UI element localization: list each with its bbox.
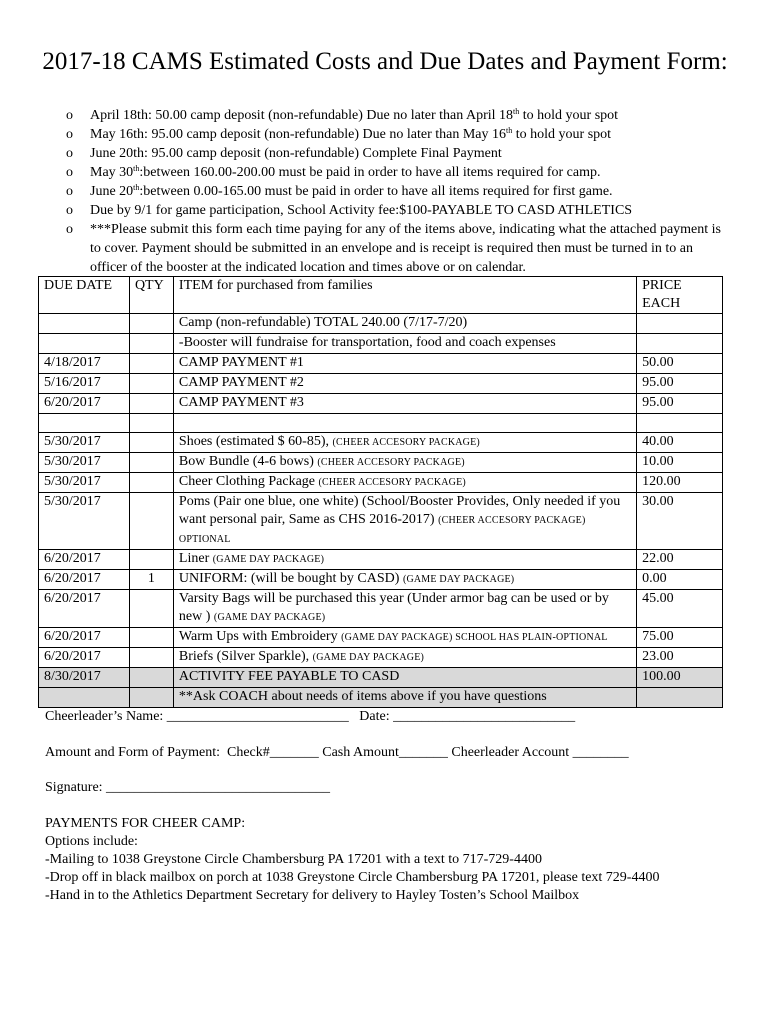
cell-item [173, 493, 636, 550]
item-text: Cheer Clothing Package [178, 474, 319, 489]
list-item: o June 20th: 95.00 camp deposit (non-refundable) Complete Final Payment [66, 146, 502, 161]
due-dates-list [66, 106, 726, 277]
signature-field[interactable]: Signature: ________________________________ [45, 780, 331, 795]
payments-intro: Options include: [45, 834, 138, 849]
item-text: Varsity Bags will be purchased this year (Under armor bag can be used or by new ) [178, 591, 609, 624]
cell-item [173, 570, 636, 590]
table-row [39, 590, 723, 628]
table-row [39, 550, 723, 570]
payment-form-field[interactable]: Amount and Form of Payment: Check#_______ Cash Amount_______ Cheerleader Account ________ [45, 745, 629, 760]
cell-qty [129, 493, 173, 550]
payment-option: -Hand in to the Athletics Department Secretary for delivery to Hayley Tosten’s School Mailbox [45, 888, 580, 903]
bullet-icon: o [66, 108, 73, 123]
cell-qty [129, 628, 173, 648]
cell-qty [129, 354, 173, 374]
cell-due-date: 5/30/2017 [39, 473, 130, 493]
cheerleader-name-field[interactable]: Cheerleader’s Name: __________________________ Date: __________________________ [45, 709, 576, 724]
cell-qty [129, 590, 173, 628]
header-item: ITEM for purchased from families [173, 277, 636, 314]
page-title: 2017-18 CAMS Estimated Costs and Due Dates and Payment Form: [42, 48, 728, 75]
cell-due-date: 6/20/2017 [39, 628, 130, 648]
cell-qty: 1 [129, 570, 173, 590]
cell-item [173, 473, 636, 493]
cell-qty [129, 414, 173, 433]
cell-qty [129, 648, 173, 668]
header-qty: QTY [129, 277, 173, 314]
cell-qty [129, 314, 173, 334]
payment-option: -Mailing to 1038 Greystone Circle Chambersburg PA 17201 with a text to 717-729-4400 [45, 852, 542, 867]
item-text: **Ask COACH about needs of items above if you have questions [178, 689, 547, 704]
cost-table [38, 276, 723, 708]
cell-item [173, 433, 636, 453]
cell-due-date [39, 688, 130, 708]
cell-item [173, 354, 636, 374]
table-row [39, 648, 723, 668]
cell-price: 95.00 [637, 394, 723, 414]
item-text: -Booster will fundraise for transportation, food and coach expenses [178, 335, 556, 350]
list-item: o May 16th: 95.00 camp deposit (non-refundable) Due no later than May 16th to hold your spot [66, 126, 612, 142]
table-row [39, 433, 723, 453]
cell-item [173, 374, 636, 394]
cell-due-date [39, 334, 130, 354]
package-note: (GAME DAY PACKAGE) [213, 612, 326, 623]
cell-item [173, 628, 636, 648]
list-item: o ***Please submit this form each time paying for any of the items above, indicating what the attached payment is to cover. Payment should be submitted in an envelope and is receipt is required then must be turned in to an officer of the booster at the indicated location and times above or on calendar. [66, 222, 721, 275]
cell-price [637, 414, 723, 433]
cell-qty [129, 394, 173, 414]
header-due-date: DUE DATE [39, 277, 130, 314]
package-note: (GAME DAY PACKAGE) [212, 554, 325, 565]
table-header-row [39, 277, 723, 314]
bullet-icon: o [66, 203, 73, 218]
package-note: (CHEER ACCESORY PACKAGE) [317, 457, 465, 468]
table-row [39, 354, 723, 374]
cell-qty [129, 374, 173, 394]
package-note: (CHEER ACCESORY PACKAGE) OPTIONAL [178, 515, 586, 545]
cell-item [173, 550, 636, 570]
item-text: UNIFORM: (will be bought by CASD) [178, 571, 403, 586]
cell-due-date [39, 414, 130, 433]
table-row [39, 394, 723, 414]
header-price: PRICE EACH [637, 277, 723, 314]
cell-due-date: 5/30/2017 [39, 493, 130, 550]
cell-due-date: 6/20/2017 [39, 648, 130, 668]
cell-item [173, 414, 636, 433]
list-item: o April 18th: 50.00 camp deposit (non-refundable) Due no later than April 18th to hold your spot [66, 107, 619, 123]
table-row [39, 414, 723, 433]
cell-item [173, 668, 636, 688]
payment-option: -Drop off in black mailbox on porch at 1038 Greystone Circle Chambersburg PA 17201, please text 729-4400 [45, 870, 660, 885]
cell-due-date: 6/20/2017 [39, 590, 130, 628]
item-text: Liner [178, 551, 213, 566]
item-text: CAMP PAYMENT #2 [178, 375, 304, 390]
cell-due-date: 6/20/2017 [39, 550, 130, 570]
bullet-icon: o [66, 127, 73, 142]
cell-price [637, 334, 723, 354]
payments-heading: PAYMENTS FOR CHEER CAMP: [45, 816, 246, 831]
table-row [39, 473, 723, 493]
bullet-icon: o [66, 222, 73, 237]
cell-item [173, 648, 636, 668]
table-row [39, 688, 723, 708]
item-text: Bow Bundle (4-6 bows) [178, 454, 318, 469]
cell-due-date [39, 314, 130, 334]
table-row [39, 493, 723, 550]
bullet-icon: o [66, 146, 73, 161]
cell-price: 50.00 [637, 354, 723, 374]
cell-item [173, 590, 636, 628]
cell-price [637, 688, 723, 708]
item-text: Camp (non-refundable) TOTAL 240.00 (7/17-7/20) [178, 315, 468, 330]
cell-price: 75.00 [637, 628, 723, 648]
cell-price: 23.00 [637, 648, 723, 668]
item-text: Poms (Pair one blue, one white) (School/Booster Provides, Only needed if you want personal pair, Same as CHS 2016-2017) [178, 494, 621, 527]
payments-section [45, 815, 659, 905]
cell-qty [129, 453, 173, 473]
cell-item [173, 688, 636, 708]
table-row [39, 334, 723, 354]
cell-item [173, 453, 636, 473]
cell-price: 100.00 [637, 668, 723, 688]
table-row [39, 453, 723, 473]
bullet-icon: o [66, 184, 73, 199]
cell-due-date: 5/30/2017 [39, 453, 130, 473]
cell-price [637, 314, 723, 334]
item-text: ACTIVITY FEE PAYABLE TO CASD [178, 669, 400, 684]
cell-due-date: 5/16/2017 [39, 374, 130, 394]
cell-qty [129, 668, 173, 688]
cell-qty [129, 550, 173, 570]
cell-price: 120.00 [637, 473, 723, 493]
item-text: CAMP PAYMENT #1 [178, 355, 304, 370]
cell-qty [129, 473, 173, 493]
item-text: Shoes (estimated $ 60-85), [178, 434, 333, 449]
item-text: Briefs (Silver Sparkle), [178, 649, 313, 664]
cell-item [173, 314, 636, 334]
list-item: o May 30th:between 160.00-200.00 must be paid in order to have all items required for camp. [66, 164, 601, 180]
cell-price: 45.00 [637, 590, 723, 628]
table-row [39, 314, 723, 334]
package-note: (CHEER ACCESORY PACKAGE) [332, 437, 480, 448]
cell-price: 0.00 [637, 570, 723, 590]
cell-due-date: 6/20/2017 [39, 394, 130, 414]
cell-item [173, 334, 636, 354]
cell-due-date: 8/30/2017 [39, 668, 130, 688]
cell-price: 30.00 [637, 493, 723, 550]
cell-price: 40.00 [637, 433, 723, 453]
cell-due-date: 5/30/2017 [39, 433, 130, 453]
list-item: o Due by 9/1 for game participation, School Activity fee:$100-PAYABLE TO CASD ATHLETICS [66, 203, 633, 218]
table-row [39, 374, 723, 394]
cell-price: 22.00 [637, 550, 723, 570]
cell-qty [129, 433, 173, 453]
cell-due-date: 6/20/2017 [39, 570, 130, 590]
item-text: CAMP PAYMENT #3 [178, 395, 304, 410]
package-note: (GAME DAY PACKAGE) [402, 574, 515, 585]
table-row [39, 628, 723, 648]
cell-price: 95.00 [637, 374, 723, 394]
package-note: (GAME DAY PACKAGE) SCHOOL HAS PLAIN-OPTIONAL [341, 632, 608, 643]
package-note: (GAME DAY PACKAGE) [312, 652, 425, 663]
cell-item [173, 394, 636, 414]
cell-qty [129, 688, 173, 708]
cell-price: 10.00 [637, 453, 723, 473]
list-item: o June 20th:between 0.00-165.00 must be paid in order to have all items required for first game. [66, 183, 613, 199]
item-text: Warm Ups with Embroidery [178, 629, 342, 644]
bullet-icon: o [66, 165, 73, 180]
cell-due-date: 4/18/2017 [39, 354, 130, 374]
cell-qty [129, 334, 173, 354]
table-row [39, 570, 723, 590]
package-note: (CHEER ACCESORY PACKAGE) [318, 477, 466, 488]
table-row [39, 668, 723, 688]
